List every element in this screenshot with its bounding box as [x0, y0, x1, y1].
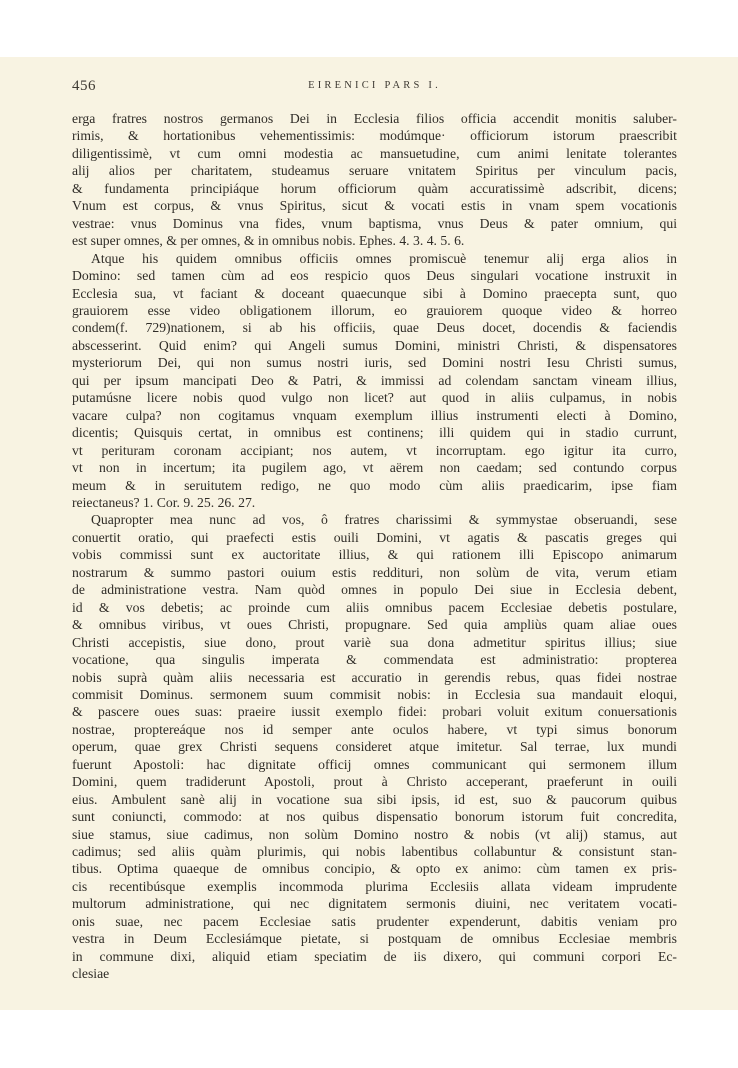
text-line: dicentis; Quisquis certat, in omnibus est continens; illi quidem qui in stadio currunt,: [72, 425, 677, 441]
text-line: vocatione, qua singulis imperata & commendata est administratio: propterea: [72, 652, 677, 668]
text-line: nostrae, proptereáque nos id semper ante oculos habere, vt typi simus bonorum: [72, 721, 677, 737]
running-head: [72, 78, 677, 98]
text-line: multorum administratione, qui nec dignitatem sermonis diuini, nec veritatem vocati-: [72, 896, 677, 912]
text-line: erga fratres nostros germanos Dei in Ecclesia filios officia accendit monitis saluber-: [72, 111, 677, 126]
text-line: de administratione vestra. Nam quòd omnes in populo Dei siue in Ecclesia debent,: [72, 582, 677, 598]
text-line: vestra in Deum Ecclesiámque pietate, si postquam de omnibus Ecclesiae membris: [72, 931, 677, 947]
body-text: [72, 110, 677, 983]
text-line: & fundamenta principiáque horum officiorum quàm accuratissimè adscribit, dicens;: [72, 180, 677, 196]
text-line: est super omnes, & per omnes, & in omnibus nobis. Ephes. 4. 3. 4. 5. 6.: [72, 233, 465, 249]
text-line: nobis suprà quàm aliis necessaria est accuratio in gerendis rebus, quas fidei nostrae: [72, 669, 677, 685]
text-line: nostrarum & summo pastori ouium estis reddituri, non solùm de vita, verum etiam: [72, 564, 677, 580]
text-line: tibus. Optima quaeque de omnibus concipio, & opto ex animo: cùm tamen ex pris-: [72, 861, 677, 877]
text-line: vt perituram coronam accipiant; nos autem, vt incorruptam. ego igitur ita curro,: [72, 442, 677, 458]
text-line: reiectaneus? 1. Cor. 9. 25. 26. 27.: [72, 494, 256, 510]
text-line: rimis, & hortationibus vehementissimis: modúmque· officiorum istorum praescribit: [72, 128, 677, 144]
text-line: alij alios per charitatem, studeamus seruare vnitatem Spiritus per vinculum pacis,: [72, 163, 677, 179]
text-line: abscesserint. Quid enim? qui Angeli sumus Domini, ministri Christi, & dispensatores: [72, 337, 677, 353]
text-line: eius. Ambulent sanè alij in vocatione sua sibi ipsis, id est, suo & paucorum quibus: [72, 791, 677, 807]
text-line: Domini, quem tradiderunt Apostoli, prout à Christo acceperant, praeferunt in ouili: [72, 774, 677, 790]
text-line: grauiorem esse video obligationem illorum, eo grauiorem quoque video & horreo: [72, 302, 677, 318]
text-line: fuerunt Apostoli: hac dignitate officij omnes communicant qui sermonem illum: [72, 756, 677, 772]
text-line: condem(f. 729)nationem, si ab his officiis, quae Deus docet, docendis & faciendis: [72, 320, 677, 336]
text-line: vestrae: vnus Dominus vna fides, vnum baptisma, vnus Deus & pater omnium, qui: [72, 215, 677, 231]
text-line: putamúsne licere nobis quod vulgo non licet? aut quod in aliis culpamus, in nobis: [72, 390, 677, 406]
text-line: meum & in seruitutem redigo, ne quo modo cùm aliis praedicarim, ipse fiam: [72, 477, 677, 493]
text-line: id & vos debetis; ac proinde cum aliis omnibus pacem Ecclesiae debetis postulare,: [72, 599, 677, 615]
text-line: Atque his quidem omnibus officiis omnes promiscuè tenemur alij erga alios in: [91, 250, 677, 266]
text-line: vacare culpa? non cogitamus vnquam exemplum illius instrumenti electi à Domino,: [72, 407, 677, 423]
text-line: operum, quae grex Christi sequens consideret atque imitetur. Sal terrae, lux mundi: [72, 739, 677, 755]
text-line: & omnibus viribus, vt oues Christi, propugnare. Sed quia ampliùs quam aliae oues: [72, 617, 677, 633]
text-line: in commune dixi, aliquid etiam speciatim de iis dixero, qui communi corpori Ec-: [72, 948, 677, 964]
text-line: Quapropter mea nunc ad vos, ô fratres charissimi & symmystae obseruandi, sese: [91, 512, 677, 528]
text-line: vt non in incertum; ita pugilem ago, vt aërem non caedam; sed contundo corpus: [72, 460, 677, 476]
running-title: EIRENICI PARS I.: [308, 80, 441, 91]
text-line: mysteriorum Dei, qui non sumus nostri iuris, sed Domini nostri Iesu Christi sumus,: [72, 355, 677, 371]
text-line: diligentissimè, vt cum omni modestia ac mansuetudine, cum animi lenitate tolerantes: [72, 145, 677, 161]
text-line: clesiae: [72, 966, 110, 982]
text-line: siue stamus, siue cadimus, non solùm Domino nostro & nobis (vt alij) stamus, aut: [72, 826, 677, 842]
text-line: vobis commissi sunt ex auctoritate illius, & qui rationem illi Episcopo animarum: [72, 547, 677, 563]
text-line: cadimus; sed aliis quàm plurimis, qui nobis labentibus collabuntur & consistunt stan-: [72, 844, 677, 860]
text-line: Christi accepistis, siue dono, prout variè sua dona admetitur spiritus illius; siue: [72, 634, 677, 650]
text-line: Ecclesia sua, vt faciant & doceant quaecunque sibi à Domino praecepta sunt, quo: [72, 285, 677, 301]
text-line: Domino: sed tamen cùm ad eos respicio quos Deus singulari vocatione instruxit in: [72, 268, 677, 284]
text-line: qui per ipsum mancipati Deo & Patri, & immissi ad colendam sanctam vineam illius,: [72, 372, 677, 388]
text-line: conuertit oratio, qui praefecti estis ouili Domini, vt agatis & pascatis greges qui: [72, 529, 677, 545]
text-line: commisit Dominus. sermonem suum commisit nobis: in Ecclesia sua mandauit eloqui,: [72, 686, 677, 702]
text-line: onis suae, nec pacem Ecclesiae satis prudenter expenderunt, dabitis veniam pro: [72, 913, 677, 929]
page-number: 456: [72, 78, 96, 94]
text-line: sunt coniuncti, commodo: at nos quibus dispensatio bonorum istorum fuit concredita,: [72, 809, 677, 825]
text-line: Vnum est corpus, & vnus Spiritus, sicut & vocati estis in vnam spem vocationis: [72, 198, 677, 214]
text-line: cis recentibúsque exemplis incommoda plurima Ecclesiis allata videam imprudente: [72, 878, 677, 894]
text-line: & pascere oues suas: praeire iussit exemplo fidei: probari voluit exitum conuersationis: [72, 704, 677, 720]
